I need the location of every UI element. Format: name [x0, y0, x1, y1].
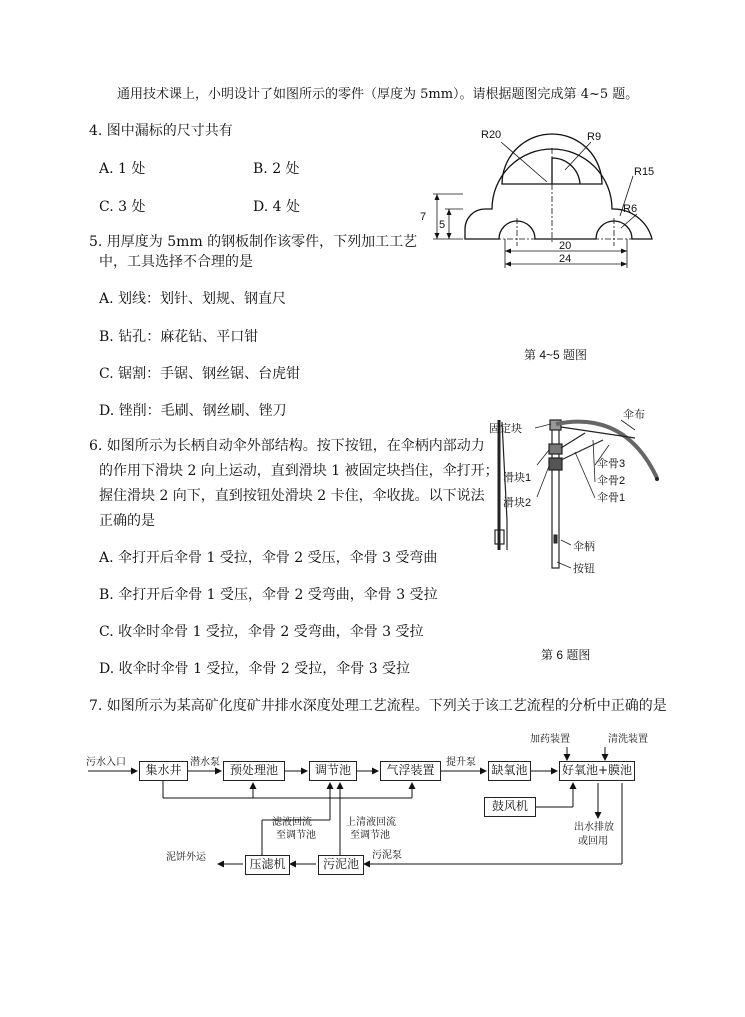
label-sangu1: 伞骨1 [597, 492, 626, 504]
label-huakuai1: 滑块1 [503, 472, 532, 484]
box-yaluji: 压滤机 [245, 855, 290, 875]
label-tishengbeng: 提升泵 [446, 757, 476, 768]
q6-option-a[interactable]: A. 伞打开后伞骨 1 受拉，伞骨 2 受压，伞骨 3 受弯曲 [99, 550, 438, 566]
q4-option-d[interactable]: D. 4 处 [253, 199, 300, 215]
dim-20: 20 [559, 240, 572, 252]
q5-option-d[interactable]: D. 锉削：毛刷、钢丝刷、锉刀 [99, 403, 287, 419]
q6-stem-line3: 握住滑块 2 向下，直到按钮处滑块 2 卡住，伞收拢。以下说法 [99, 488, 485, 504]
q6-stem-line2: 的作用下滑块 2 向上运动，直到滑块 1 被固定块挡住，伞打开； [99, 463, 499, 479]
q6-option-b[interactable]: B. 伞打开后伞骨 1 受压，伞骨 2 受弯曲，伞骨 3 受拉 [99, 587, 438, 603]
q4-stem: 4. 图中漏标的尺寸共有 [89, 123, 233, 139]
dim-r15: R15 [634, 166, 655, 178]
label-chushui-2: 或回用 [578, 836, 608, 847]
label-shangqing-2: 至调节池 [350, 830, 390, 841]
label-jiayao: 加药装置 [530, 734, 570, 745]
q7-stem: 7. 如图所示为某高矿化度矿井排水深度处理工艺流程。下列关于该工艺流程的分析中正确的是 [89, 698, 667, 714]
dim-5: 5 [439, 219, 446, 231]
label-qingxi: 清洗装置 [608, 734, 648, 745]
q4-option-b[interactable]: B. 2 处 [253, 161, 300, 177]
box-jishuijing: 集水井 [139, 761, 188, 781]
box-gufeng: 鼓风机 [484, 797, 536, 817]
label-lvye-1: 滤液回流 [272, 817, 312, 828]
dim-r9: R9 [587, 131, 602, 143]
dim-r6: R6 [623, 203, 638, 215]
dim-7: 7 [420, 211, 427, 223]
box-tiaojie: 调节池 [309, 761, 357, 781]
label-shangqing-1: 上清液回流 [346, 817, 396, 828]
label-wunibeng: 污泥泵 [372, 850, 402, 861]
box-queyang: 缺氧池 [488, 761, 531, 781]
fig45-caption: 第 4~5 题图 [524, 348, 588, 362]
box-yuchuli: 预处理池 [223, 761, 285, 781]
box-wuni: 污泥池 [318, 855, 364, 875]
fig6-caption: 第 6 题图 [541, 648, 591, 662]
dim-24: 24 [559, 253, 572, 265]
box-qifu: 气浮装置 [380, 761, 441, 781]
label-anniu: 按钮 [573, 563, 595, 575]
intro-text: 通用技术课上，小明设计了如图所示的零件（厚度为 5mm）。请根据题图完成第 4~5 题。 [117, 87, 639, 102]
q5-option-b[interactable]: B. 钻孔：麻花钻、平口钳 [99, 329, 259, 345]
q4-option-a[interactable]: A. 1 处 [99, 161, 146, 177]
q4-option-c[interactable]: C. 3 处 [99, 199, 146, 215]
q6-option-c[interactable]: C. 收伞时伞骨 1 受拉，伞骨 2 受弯曲，伞骨 3 受拉 [99, 624, 424, 640]
dim-r20: R20 [481, 129, 502, 141]
q5-option-a[interactable]: A. 划线：划针、划规、钢直尺 [99, 291, 287, 307]
label-nibing: 泥饼外运 [166, 852, 206, 863]
label-lvye-2: 至调节池 [276, 830, 316, 841]
label-huakuai2: 滑块2 [503, 497, 532, 509]
label-qianshuibeng: 潜水泵 [190, 757, 220, 768]
label-chushui-1: 出水排放 [574, 822, 614, 833]
q6-option-d[interactable]: D. 收伞时伞骨 1 受拉，伞骨 2 受拉，伞骨 3 受拉 [99, 661, 411, 677]
label-sanbing: 伞柄 [573, 541, 595, 553]
q5-stem-line2: 中，工具选择不合理的是 [99, 254, 253, 270]
label-wushui: 污水入口 [86, 757, 126, 768]
q5-option-c[interactable]: C. 锯割：手锯、钢丝锯、台虎钳 [99, 366, 301, 382]
label-sangu2: 伞骨2 [597, 475, 626, 487]
q6-stem-line1: 6. 如图所示为长柄自动伞外部结构。按下按钮，在伞柄内部动力 [89, 438, 485, 454]
q5-stem-line1: 5. 用厚度为 5mm 的钢板制作该零件，下列加工工艺 [89, 234, 418, 250]
q6-stem-line4: 正确的是 [99, 513, 155, 529]
box-haoyang: 好氧池+膜池 [559, 761, 635, 781]
label-gudingkuai: 固定块 [489, 423, 522, 435]
label-sangu3: 伞骨3 [597, 458, 626, 470]
label-sanbu: 伞布 [623, 409, 645, 421]
